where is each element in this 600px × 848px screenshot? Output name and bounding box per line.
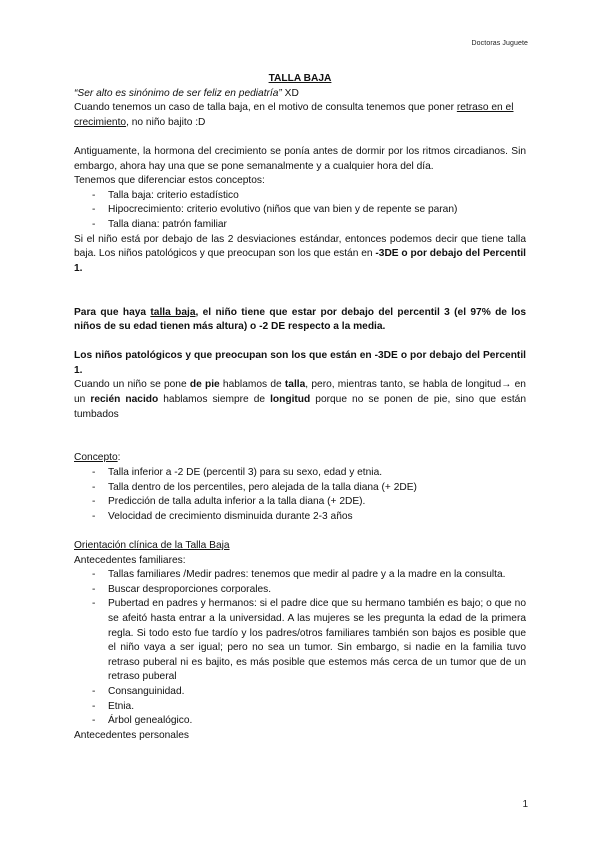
quote-suffix: XD <box>281 87 299 99</box>
list-item: - Velocidad de crecimiento disminuida durante 2-3 años <box>92 510 526 525</box>
intro-text-after: , no niño bajito :D <box>126 116 206 128</box>
definition-text-after: el niño tiene que estar por debajo del percentil 3 (el 97% de los niños de su edad tienen más altura) o -2 DE respecto a la media. <box>74 306 526 333</box>
concepto-heading-suffix: : <box>117 452 121 464</box>
talla-bold: recién nacido <box>90 394 159 406</box>
spacer <box>74 335 526 350</box>
quote-line <box>74 87 526 102</box>
page-number: 1 <box>522 799 528 810</box>
list-item: - Consanguinidad. <box>92 685 526 700</box>
list-item: - Hipocrecimiento: criterio evolutivo (niños que van bien y de repente se paran) <box>92 203 526 218</box>
diferenciar-paragraph: Tenemos que diferenciar estos conceptos: <box>74 175 265 187</box>
list-item: - Talla baja: criterio estadístico <box>92 189 526 204</box>
antecedentes-personales-label: Antecedentes personales <box>74 729 189 741</box>
desviaciones-bold: -3DE o por debajo del Percentil 1. <box>74 248 526 274</box>
list-item: - Etnia. <box>92 700 526 715</box>
talla-text: hablamos de <box>219 379 285 391</box>
definition-underlined: talla baja, <box>150 306 199 318</box>
concepto-heading-line <box>74 451 526 466</box>
definition-text-before: Para que haya <box>74 306 151 318</box>
desviaciones-text: Si el niño está por debajo de las 2 desviaciones estándar, entonces podemos decir que tiene talla baja. Los niños patológicos y que preocupan son los que están en <box>74 233 526 260</box>
patologicos-paragraph: Los niños patológicos y que preocupan son los que están en -3DE o por debajo del Percentil 1. <box>74 350 526 376</box>
orientacion-heading: Orientación clínica de la Talla Baja <box>74 540 230 551</box>
antecedentes-familiares-list <box>74 568 526 729</box>
spacer <box>74 437 526 452</box>
list-item: - Predicción de talla adulta inferior a la talla diana (+ 2DE). <box>92 495 526 510</box>
spacer <box>74 276 526 291</box>
talla-text: Cuando un niño se pone <box>74 379 190 391</box>
intro-underlined: retraso en el crecimiento <box>74 102 514 128</box>
list-item: - Árbol genealógico. <box>92 714 526 729</box>
talla-baja-definition <box>74 306 526 335</box>
antecedentes-familiares-label: Antecedentes familiares: <box>74 554 186 566</box>
concepto-heading: Concepto <box>74 452 118 464</box>
page-title: TALLA BAJA <box>268 73 332 84</box>
talla-bold: talla <box>284 379 306 391</box>
list-item: - Talla diana: patrón familiar <box>92 218 526 233</box>
talla-text: , pero, mientras tanto, se habla de longitud→ en un <box>74 379 526 406</box>
talla-text: porque no se ponen de pie, sino que están tumbados <box>74 394 526 420</box>
intro-paragraph <box>74 101 526 130</box>
list-item: - Talla inferior a -2 DE (percentil 3) para su sexo, edad y etnia. <box>92 466 526 481</box>
spacer <box>74 422 526 437</box>
spacer <box>74 130 526 145</box>
concepto-list <box>74 466 526 524</box>
hormona-paragraph: Antiguamente, la hormona del crecimiento se ponía antes de dormir por los ritmos circadianos. Sin embargo, ahora hay una que se pone semanalmente y a cualquier hora del día. <box>74 145 526 172</box>
intro-text-before: Cuando tenemos un caso de talla baja, en el motivo de consulta tenemos que poner <box>74 102 457 114</box>
talla-longitud-paragraph <box>74 378 526 422</box>
talla-text: hablamos siempre de <box>158 394 271 406</box>
spacer <box>74 291 526 306</box>
desviaciones-paragraph <box>74 233 526 277</box>
header-author: Doctoras Juguete <box>471 40 528 47</box>
spacer <box>74 524 526 539</box>
list-item: - Tallas familiares /Medir padres: tenemos que medir al padre y a la madre en la consulta. <box>92 568 526 583</box>
document-body <box>74 72 526 743</box>
talla-bold: de pie <box>189 379 220 391</box>
conceptos-list <box>74 189 526 233</box>
quote-text: “Ser alto es sinónimo de ser feliz en pediatría” <box>74 87 282 99</box>
list-item: - Pubertad en padres y hermanos: si el padre dice que su hermano también es bajo; o que no se afeitó hasta entrar a la universidad. A las mujeres se les pregunta la edad de la primera regla. Si todo esto fue tardío y los padres/otros familiares también son bajos es posible que el niño vaya a ser igual; pero no sea un tumor. Sin embargo, si nadie en la familia tuvo retraso puberal ni es bajito, es más posible que estemos más cerca de un tumor que de un retraso puberal <box>92 597 526 685</box>
list-item: - Buscar desproporciones corporales. <box>92 583 526 598</box>
list-item: - Talla dentro de los percentiles, pero alejada de la talla diana (+ 2DE) <box>92 481 526 496</box>
talla-bold: longitud <box>270 394 311 406</box>
